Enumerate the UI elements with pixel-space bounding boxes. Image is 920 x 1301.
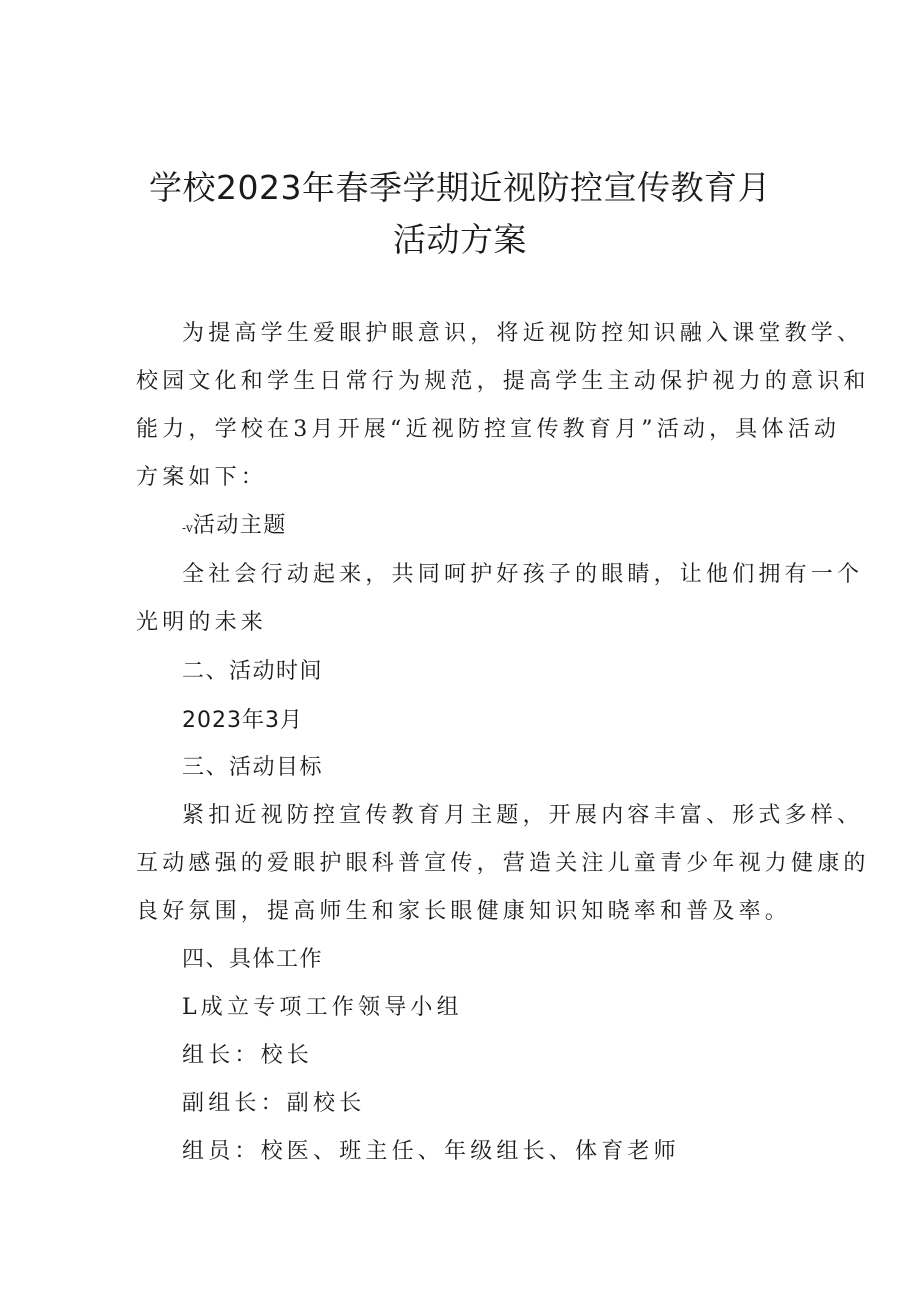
intro-line: 为提高学生爱眼护眼意识，将近视防控知识融入课堂教学、 <box>182 321 864 346</box>
document-title-line2: 活动方案 <box>393 220 527 259</box>
section1-prefix: -v <box>182 521 193 535</box>
section2-body: 2023年3月 <box>182 708 303 733</box>
intro-line: 方案如下： <box>136 465 268 490</box>
section4-item: L成立专项工作领导小组 <box>182 995 463 1020</box>
section4-item: 组长：校长 <box>182 1043 314 1068</box>
section2-heading: 二、活动时间 <box>182 659 324 684</box>
section1-body-line: 光明的未来 <box>136 610 268 635</box>
section4-item: 副组长：副校长 <box>182 1091 366 1116</box>
section1-heading-text: 活动主题 <box>192 513 287 538</box>
section1-body-line: 全社会行动起来，共同呵护好孩子的眼睛，让他们拥有一个 <box>182 562 864 587</box>
section3-body-line: 紧扣近视防控宣传教育月主题，开展内容丰富、形式多样、 <box>182 803 864 828</box>
intro-line: 校园文化和学生日常行为规范，提高学生主动保护视力的意识和 <box>136 369 870 394</box>
document-title-line1: 学校2023年春季学期近视防控宣传教育月 <box>149 168 771 207</box>
section3-body-line: 互动感强的爱眼护眼科普宣传，营造关注儿童青少年视力健康的 <box>136 851 870 876</box>
section4-item: 组员：校医、班主任、年级组长、体育老师 <box>182 1139 680 1164</box>
section4-heading: 四、具体工作 <box>182 947 324 972</box>
section3-heading: 三、活动目标 <box>182 755 324 780</box>
section1-heading <box>182 508 287 539</box>
section3-body-line: 良好氛围，提高师生和家长眼健康知识知晓率和普及率。 <box>136 899 792 924</box>
intro-line: 能力，学校在3月开展“近视防控宣传教育月”活动，具体活动 <box>136 417 841 442</box>
